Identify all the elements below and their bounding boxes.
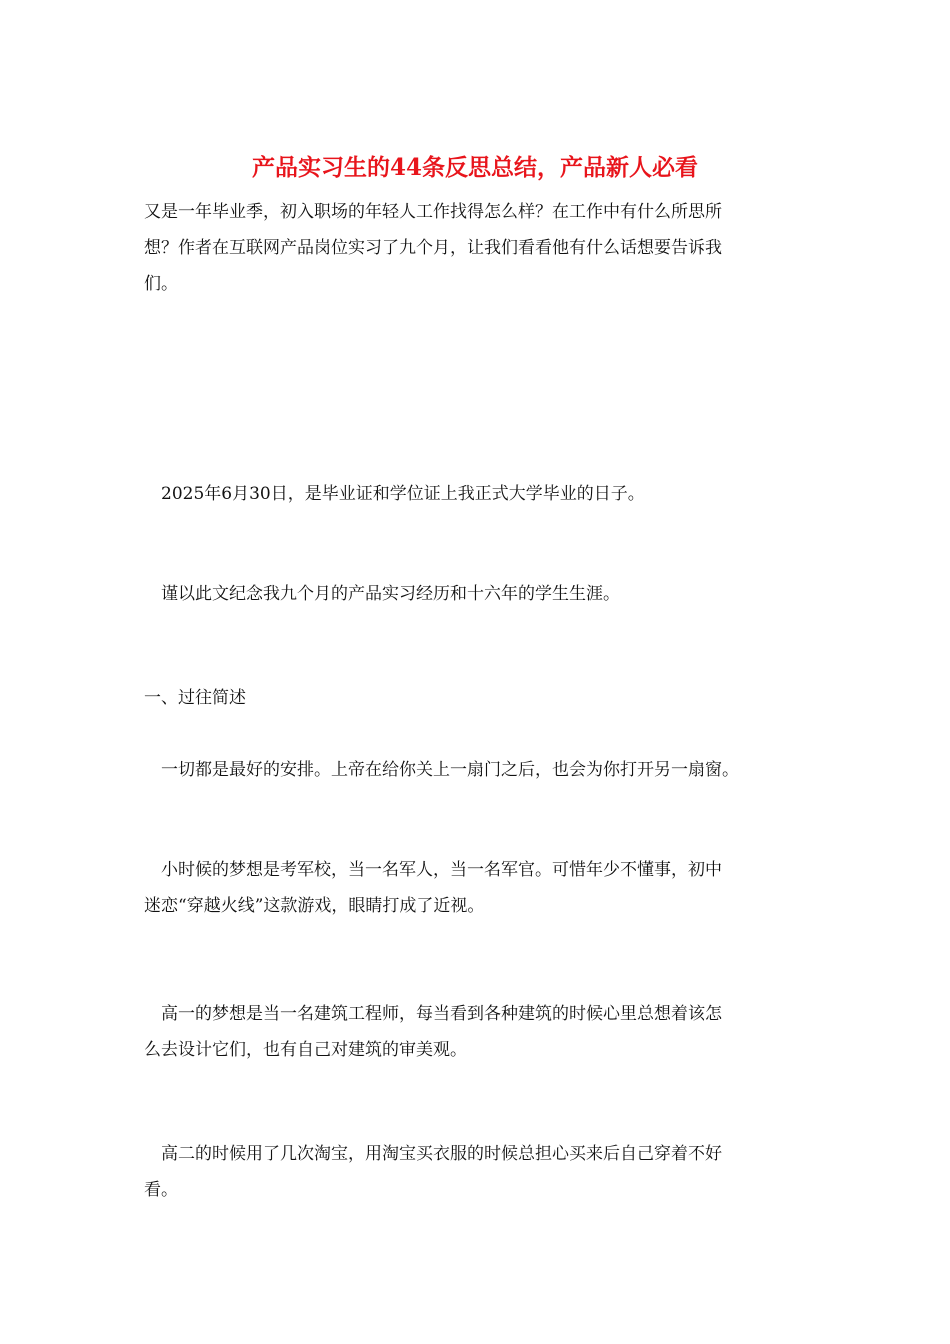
section-heading: 一、过往简述: [144, 688, 246, 708]
intro-line-1: 又是一年毕业季，初入职场的年轻人工作找得怎么样？在工作中有什么所思所: [144, 202, 722, 222]
childhood-line-1: 小时候的梦想是考军校，当一名军人，当一名军官。可惜年少不懂事，初中: [144, 860, 722, 880]
childhood-line-2: 迷恋“穿越火线”这款游戏，眼睛打成了近视。: [144, 896, 485, 916]
grade10-line-2: 么去设计它们，也有自己对建筑的审美观。: [144, 1040, 467, 1060]
graduation-paragraph: 2025年6月30日，是毕业证和学位证上我正式大学毕业的日子。: [144, 484, 645, 504]
grade11-line-1: 高二的时候用了几次淘宝，用淘宝买衣服的时候总担心买来后自己穿着不好: [144, 1144, 722, 1164]
intro-line-3: 们。: [144, 274, 178, 294]
dedication-paragraph: 谨以此文纪念我九个月的产品实习经历和十六年的学生生涯。: [144, 584, 620, 604]
document-title: 产品实习生的44条反思总结，产品新人必看: [251, 154, 698, 181]
arrangement-paragraph: 一切都是最好的安排。上帝在给你关上一扇门之后，也会为你打开另一扇窗。: [144, 760, 739, 780]
grade10-line-1: 高一的梦想是当一名建筑工程师，每当看到各种建筑的时候心里总想着该怎: [144, 1004, 722, 1024]
grade11-line-2: 看。: [144, 1180, 178, 1200]
intro-line-2: 想？作者在互联网产品岗位实习了九个月，让我们看看他有什么话想要告诉我: [144, 238, 722, 258]
